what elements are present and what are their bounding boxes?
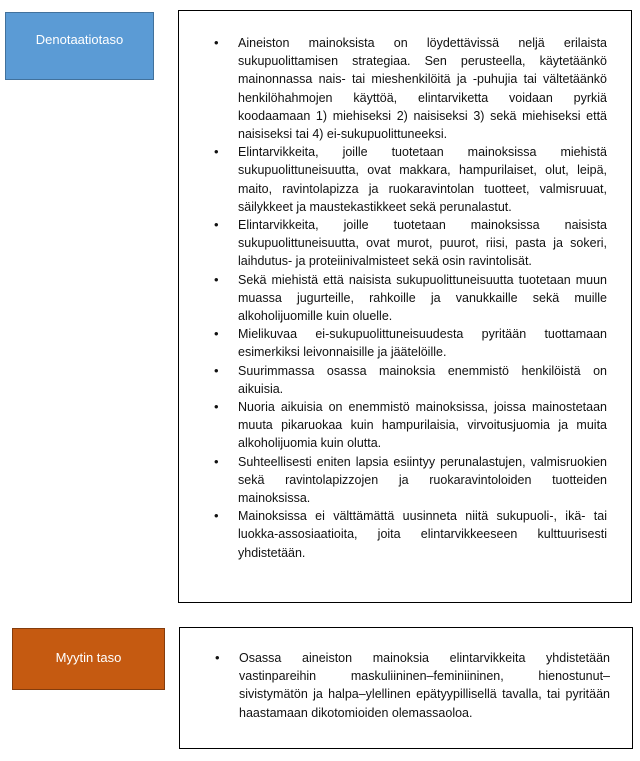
myth-bullet-list [239, 649, 610, 722]
myth-bullet: • Osassa aineiston mainoksia elintarvikkeita yhdistetään vastinpareihin maskuliininen–feminiininen, hienostunut–sivistymätön ja halpa–ylellinen epätyypillisellä tavalla, tai pyritään haastamaan dikotomioiden olemassaoloa. [239, 649, 610, 722]
denotation-bullet: • Mainoksissa ei välttämättä uusinneta niitä sukupuoli-, ikä- tai luokka-assosiaatioita, joita elintarvikkeeseen kulttuurisesti yhdistetään. [238, 507, 607, 562]
denotation-content-box [178, 10, 632, 603]
denotation-bullet: • Suurimmassa osassa mainoksia enemmistö henkilöistä on aikuisia. [238, 362, 607, 398]
denotation-bullet: • Elintarvikkeita, joille tuotetaan mainoksissa miehistä sukupuolittuneisuutta, ovat makkara, hampurilaiset, olut, leipä, maito, ravintolapizza ja ruokaravintolan tuotteet, valmisruuat, säilykkeet ja maustekastikkeet sekä perunalastut. [238, 143, 607, 216]
denotation-level-label [5, 12, 154, 80]
denotation-bullet: • Suhteellisesti eniten lapsia esiintyy perunalastujen, valmisruokien sekä ravintolapizzojen ja ruokaravintoloiden tuotteiden mainoksissa. [238, 453, 607, 508]
denotation-bullet: • Aineiston mainoksista on löydettävissä neljä erilaista sukupuolittamisen strategiaa. Sen perusteella, käytetäänkö mainonnassa nais- tai mieshenkilöitä ja -puhujia tai vältetäänkö henkilöhahmojen käyttöä, elintarviketta voidaan pyrkiä koodaamaan 1) miehiseksi 2) naisiseksi 3) sekä miehiseksi että naisiseksi tai 4) ei-sukupuolittuneeksi. [238, 34, 607, 143]
myth-content-box [179, 627, 633, 749]
denotation-bullet: • Nuoria aikuisia on enemmistö mainoksissa, joissa mainostetaan muuta pikaruokaa kuin hampurilaisia, virvoitusjuomia ja muita alkoholijuomia kuin olutta. [238, 398, 607, 453]
denotation-level-label-text: Denotaatiotaso [35, 32, 124, 47]
denotation-bullet: • Sekä miehistä että naisista sukupuolittuneisuutta tuotetaan muun muassa jugurteille, rahkoille ja vanukkaille sekä muille alkoholijuomille kuin oluelle. [238, 271, 607, 326]
myth-level-label [12, 628, 165, 690]
myth-level-label-text: Myytin taso [55, 650, 122, 665]
denotation-bullet-list [238, 34, 607, 562]
denotation-bullet: • Elintarvikkeita, joille tuotetaan mainoksissa naisista sukupuolittuneisuutta, ovat murot, puurot, riisi, pasta ja sokeri, laihdutus- ja proteiinivalmisteet sekä osin ravintolisät. [238, 216, 607, 271]
denotation-bullet: • Mielikuvaa ei-sukupuolittuneisuudesta pyritään tuottamaan esimerkiksi leivonnaisille ja jäätelöille. [238, 325, 607, 361]
